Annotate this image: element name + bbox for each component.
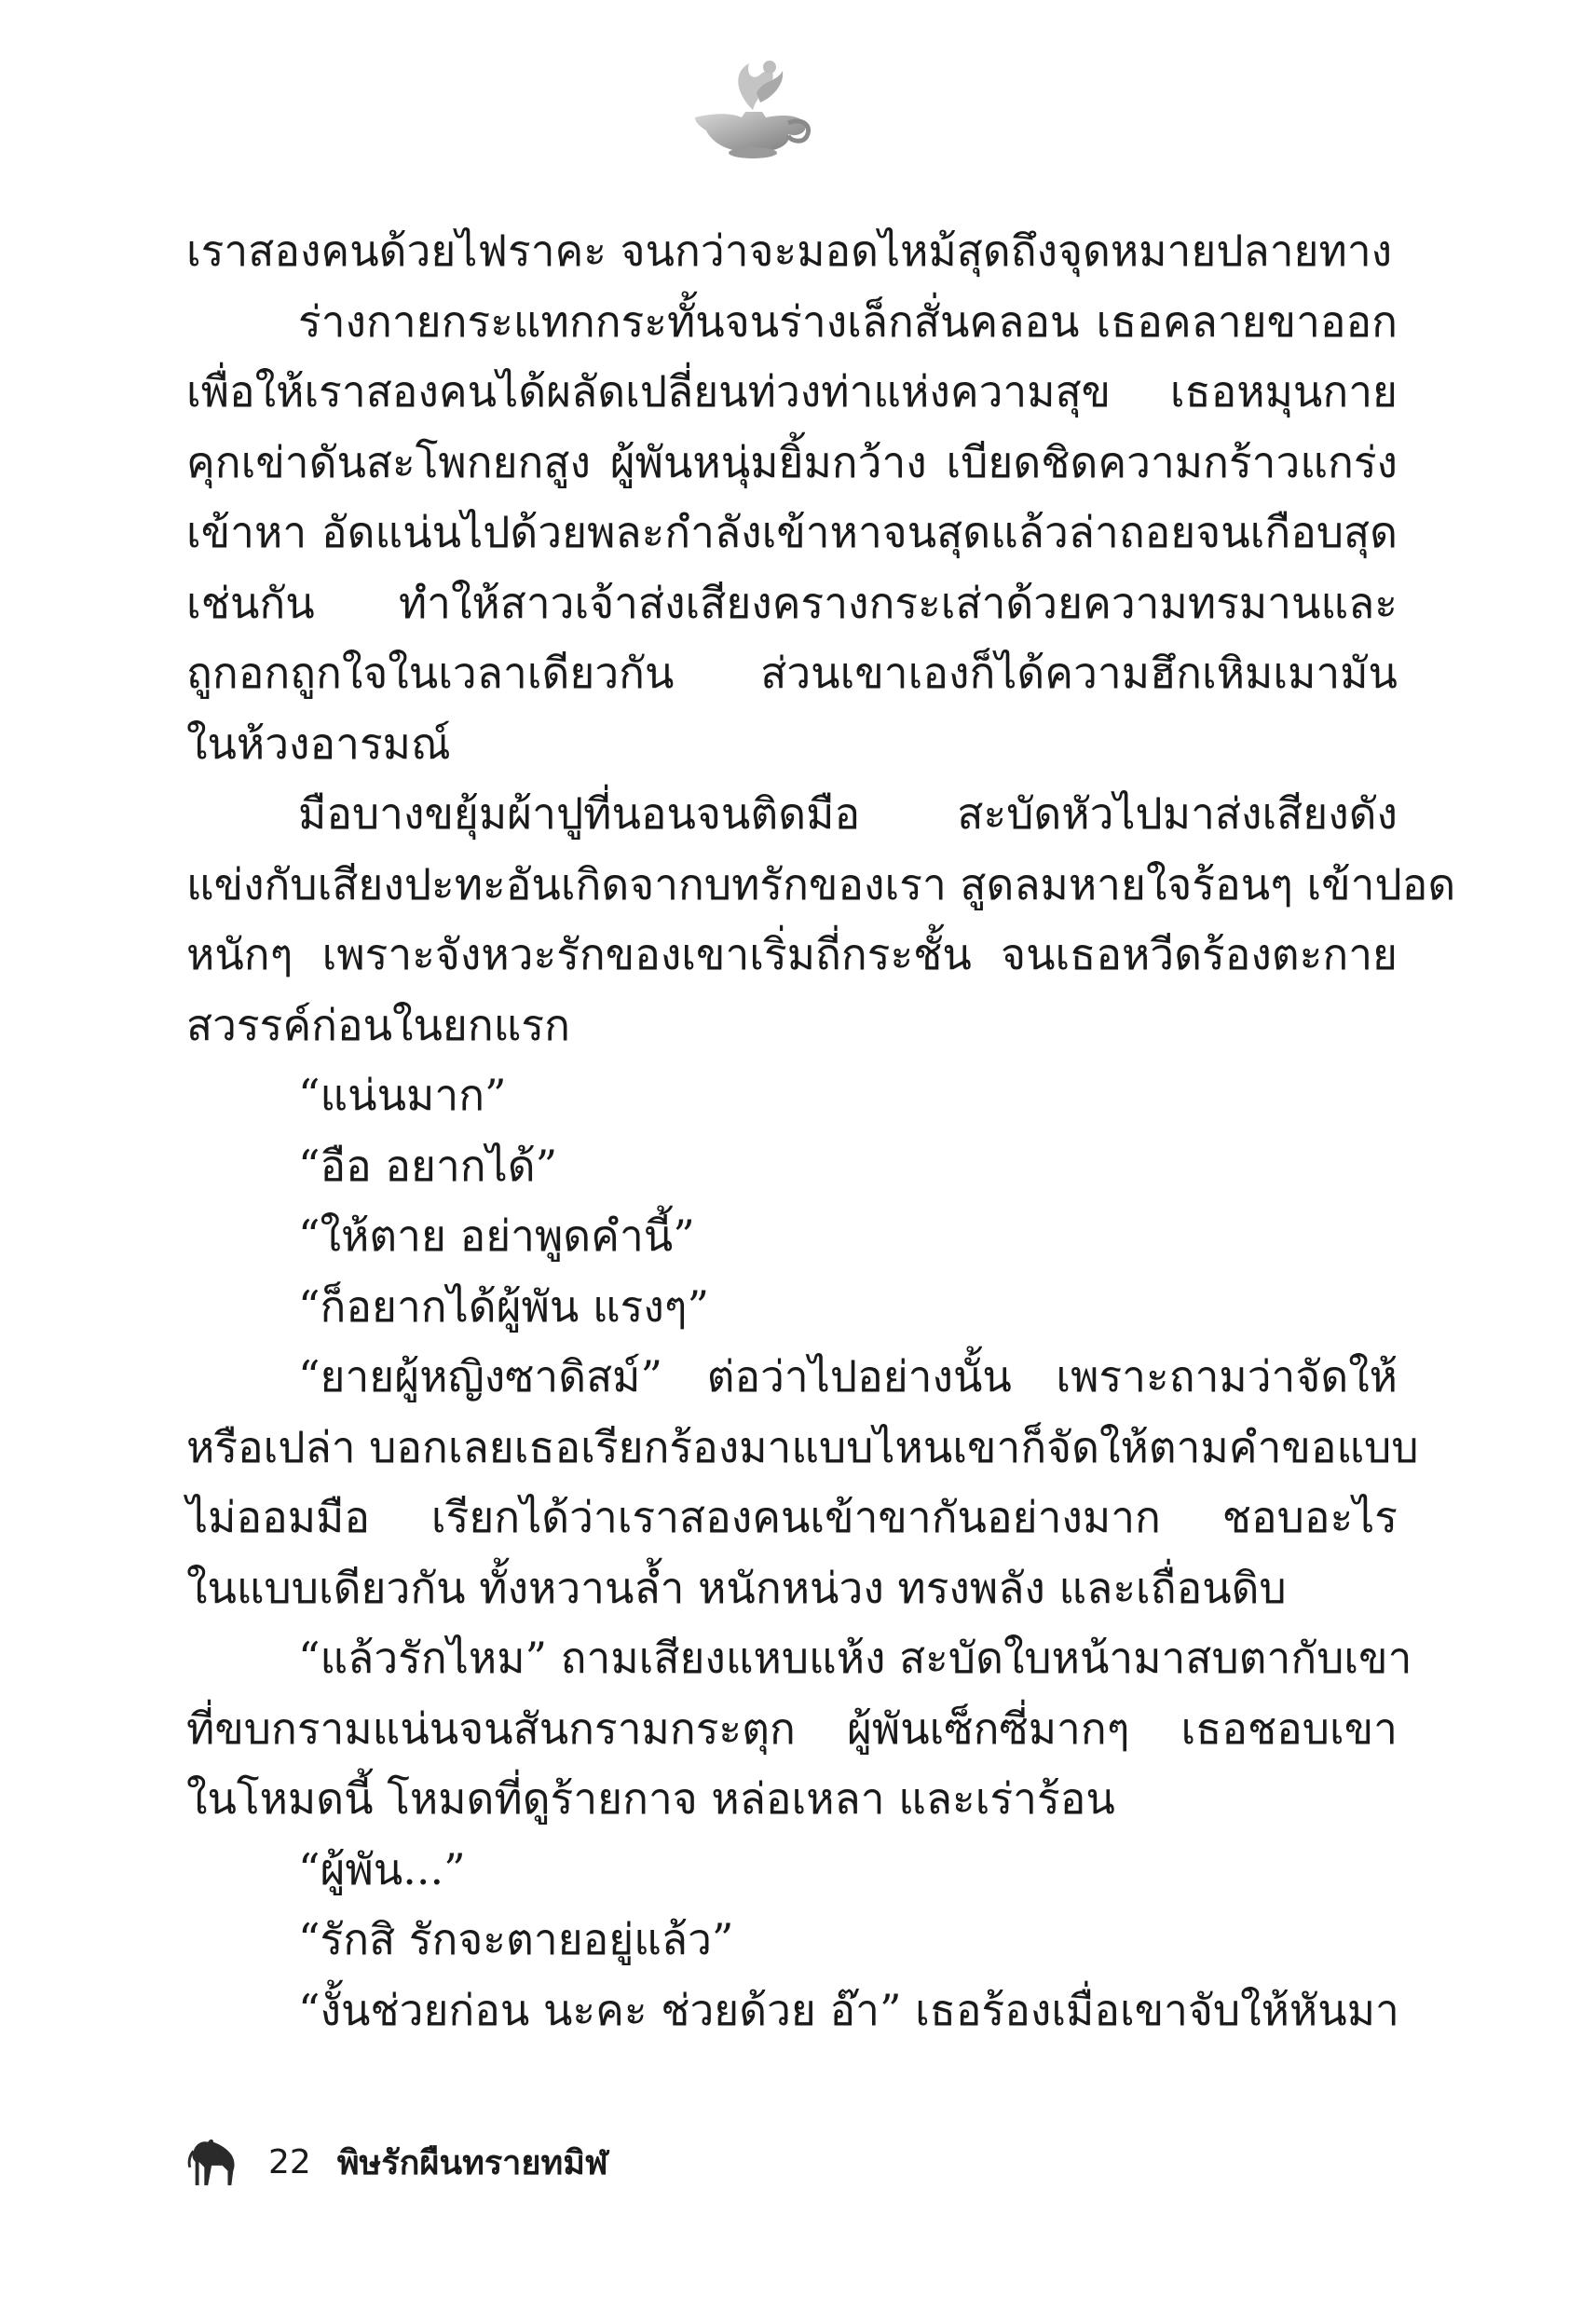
text-line: คุกเข่าดันสะโพกยกสูง ผู้พันหนุ่มยิ้มกว้าง เบียดชิดความกร้าวแกร่ง (186, 436, 1398, 487)
text-line: ในห้วงอารมณ์ (186, 718, 451, 769)
text-line: แข่งกับเสียงปะทะอันเกิดจากบทรักของเรา สูดลมหายใจร้อนๆ เข้าปอด (186, 858, 1456, 909)
genie-lamp-icon (688, 56, 818, 163)
text-line: “ให้ตาย อย่าพูดคำนี้” (298, 1210, 695, 1261)
text-line: เช่นกัน ทำให้สาวเจ้าส่งเสียงครางกระเส่าด้วยความทรมานและ (186, 577, 1398, 628)
paragraph (186, 1272, 1398, 1343)
paragraph (186, 1623, 1412, 1835)
story-text (186, 216, 1456, 2045)
paragraph (186, 1131, 1398, 1202)
paragraph (186, 1976, 1398, 2046)
book-title: พิษรักผืนทรายทมิฬ (336, 2143, 608, 2182)
text-line: “ยายผู้หญิงซาดิสม์” ต่อว่าไปอย่างนั้น เพราะถามว่าจัดให้ (298, 1351, 1398, 1402)
paragraph (186, 216, 1398, 287)
paragraph (186, 1060, 1398, 1131)
paragraph (186, 779, 1456, 1060)
text-line: “แล้วรักไหม” ถามเสียงแหบแห้ง สะบัดใบหน้ามาสบตากับเขา (298, 1633, 1412, 1683)
text-line: ในแบบเดียวกัน ทั้งหวานล้ำ หนักหน่วง ทรงพลัง และเถื่อนดิบ (186, 1562, 1287, 1613)
text-line: “งั้นช่วยก่อน นะคะ ช่วยด้วย อ๊า” เธอร้องเมื่อเขาจับให้หันมา (298, 1984, 1399, 2035)
paragraph (186, 1835, 1398, 1906)
text-line: ที่ขบกรามแน่นจนสันกรามกระตุก ผู้พันเซ็กซี่มากๆ เธอชอบเขา (186, 1702, 1398, 1754)
text-line: ถูกอกถูกใจในเวลาเดียวกัน ส่วนเขาเองก็ได้ความฮึกเหิมเมามัน (186, 648, 1398, 698)
text-line: หนักๆ เพราะจังหวะรักของเขาเริ่มถี่กระชั้น จนเธอหวีดร้องตะกาย (186, 929, 1398, 979)
text-line: หรือเปล่า บอกเลยเธอเรียกร้องมาแบบไหนเขาก็จัดให้ตามคำขอแบบ (186, 1421, 1419, 1472)
page-number: 22 (268, 2142, 311, 2181)
horse-icon (186, 2134, 240, 2190)
text-line: “อือ อยากได้” (298, 1140, 558, 1191)
text-line: เพื่อให้เราสองคนได้ผลัดเปลี่ยนท่วงท่าแห่งความสุข เธอหมุนกาย (186, 366, 1398, 417)
text-line: “รักสิ รักจะตายอยู่แล้ว” (298, 1914, 734, 1964)
text-line: สวรรค์ก่อนในยกแรก (186, 999, 570, 1050)
text-line: ไม่ออมมือ เรียกได้ว่าเราสองคนเข้าขากันอย่างมาก ชอบอะไร (186, 1492, 1398, 1542)
paragraph (186, 1201, 1398, 1272)
text-line: “ก็อยากได้ผู้พัน แรงๆ” (298, 1280, 710, 1332)
page-footer (186, 2134, 608, 2190)
text-line: ร่างกายกระแทกกระทั้นจนร่างเล็กสั่นคลอน เธอคลายขาออก (298, 295, 1398, 347)
paragraph (186, 287, 1398, 780)
paragraph (186, 1905, 1398, 1976)
paragraph (186, 1342, 1419, 1623)
text-line: ในโหมดนี้ โหมดที่ดูร้ายกาจ หล่อเหลา และเร่าร้อน (186, 1773, 1115, 1824)
text-line: เข้าหา อัดแน่นไปด้วยพละกำลังเข้าหาจนสุดแล้วล่าถอยจนเกือบสุด (186, 507, 1398, 557)
text-line: เราสองคนด้วยไฟราคะ จนกว่าจะมอดไหม้สุดถึงจุดหมายปลายทาง (186, 226, 1393, 276)
text-line: “แน่นมาก” (298, 1070, 507, 1120)
text-line: “ผู้พัน...” (298, 1843, 466, 1894)
text-line: มือบางขยุ้มผ้าปูที่นอนจนติดมือ สะบัดหัวไปมาส่งเสียงดัง (298, 788, 1398, 839)
